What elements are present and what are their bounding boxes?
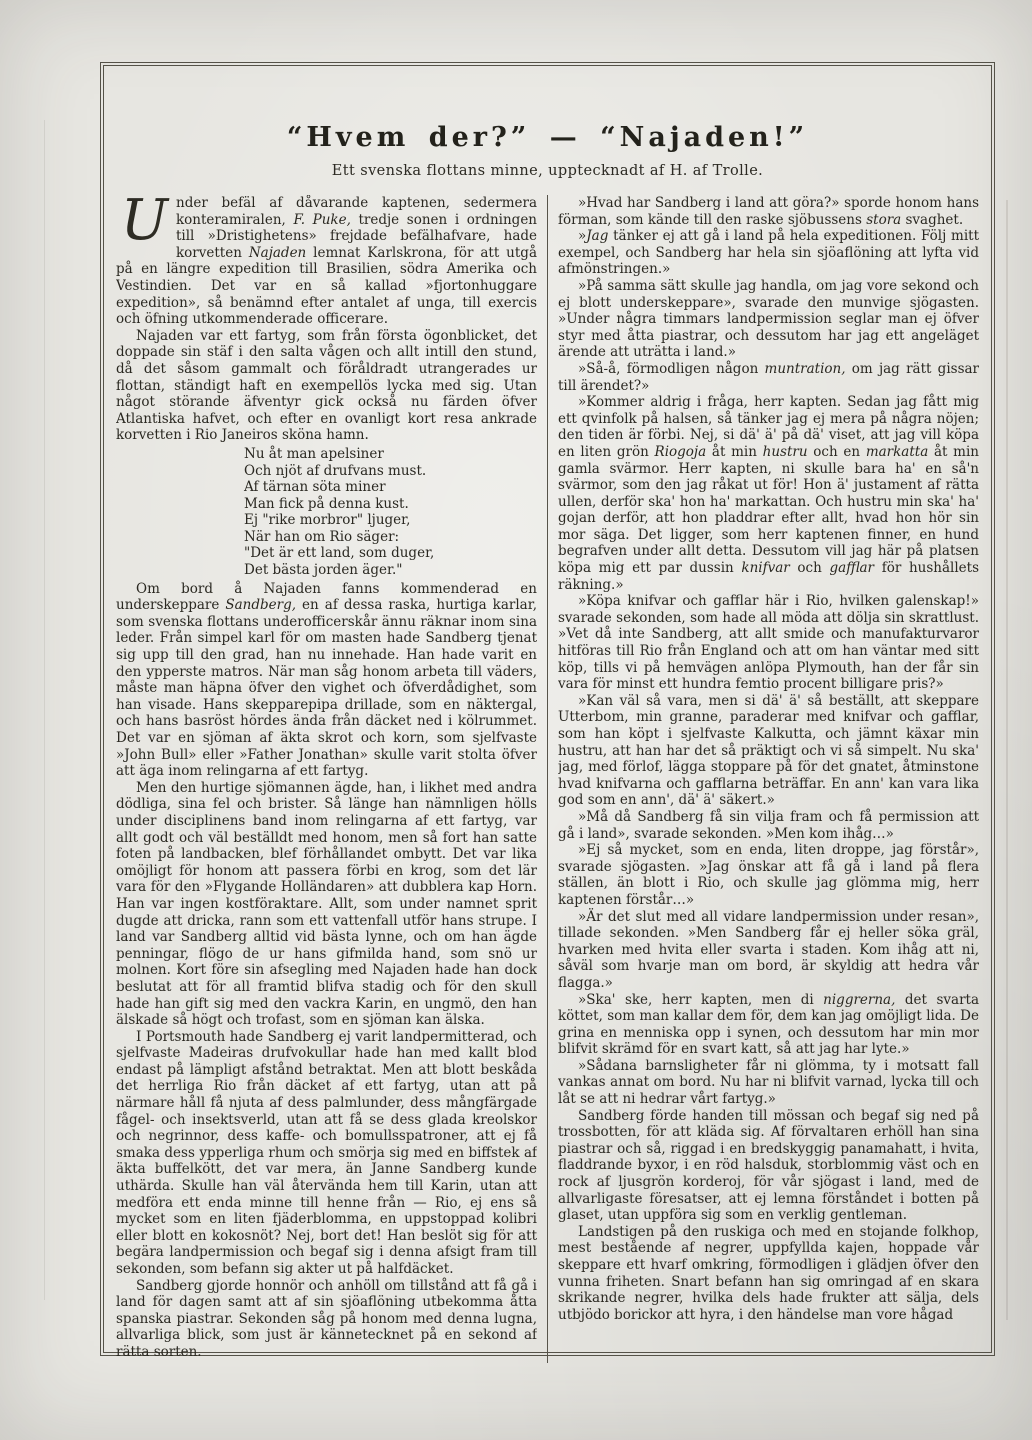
paragraph: U nder befäl af dåvarande kaptenen, sedermera konteramiralen, F. Puke, tredje sonen i ordningen till »Dristighetens» frejdade befälhafvare, hade korvetten Najaden lemnat Karlskrona, för att utgå på en längre expedition till Brasilien, södra Amerika och Vestindien. Det var en så kallad »fjortonhuggare expedition», så benämnd efter antalet af unga, till exercis och öfning utkommenderade officerare.	[116, 195, 537, 328]
text-columns	[116, 195, 979, 1363]
verse-line: Nu åt man apelsiner	[244, 445, 384, 462]
verse-line: Ej "rike morbror" ljuger,	[244, 512, 411, 529]
drop-cap	[116, 195, 168, 253]
verse-line: Det bästa jorden äger."	[244, 562, 403, 579]
page-subtitle: Ett svenska flottans minne, upptecknadt af H. af Trolle.	[331, 163, 764, 179]
paragraph: »Hvad har Sandberg i land att göra?» sporde honom hans förman, som kände till den raske sjöbussens stora svaghet.	[558, 195, 979, 228]
verse-line: När han om Rio säger:	[244, 528, 400, 545]
paragraph: »Må då Sandberg få sin vilja fram och få permission att gå i land», svarade sekonden. »Men kom ihåg…»	[558, 808, 979, 842]
paragraph: Sandberg gjorde honnör och anhöll om tillstånd att få gå i land för dagen samt att af sin sjöaflöning utbekomma åtta spanska piastrar. Sekonden såg på honom med denna lugna, allvarliga blick, som just är kännetecknet på en sekond af rätta sorten.	[116, 1277, 537, 1360]
paragraph: Landstigen på den ruskiga och med en stojande folkhop, mest bestående af negrer, uppfyllda kajen, hoppade vår skeppare ett hvarf omkring, förmodligen i glädjen öfver den vunna friheten. Snart befann han sig omringad af en skara skrikande negrer, hvilka dels hade frukter att sälja, dels utbjödo borickor att hyra, i den händelse man vore hågad	[558, 1223, 979, 1323]
paragraph: »Sådana barnsligheter får ni glömma, ty i motsatt fall vankas annat om bord. Nu har ni blifvit varnad, lycka till och låt se att ni hedrar vårt fartyg.»	[558, 1057, 979, 1108]
paragraph: »Köpa knifvar och gafflar här i Rio, hvilken galenskap!» svarade sekonden, som hade all möda att dölja sin skrattlust. »Vet då inte Sandberg, att allt smide och manufakturvaror hitföras till Rio från England och att om han väntar med sitt köp, tills vi på hemvägen anlöpa Plymouth, han der får sin vara för minst ett hundra femtio procent billigare pris?»	[558, 593, 979, 693]
paragraph: »Ska' ske, herr kapten, men di niggrerna, det svarta köttet, som man kallar dem för, dem kan jag omöjligt lida. De grina en menniska opp i synen, och dessutom har min mor blifvit skrämd för en svart katt, så att jag har lyte.»	[558, 991, 979, 1058]
paragraph: »Är det slut med all vidare landpermission under resan», tillade sekonden. »Men Sandberg får ej heller söka gräl, hvarken med hvita eller svarta i staden. Kom ihåg att ni, såväl som hvarje man om bord, är skyldig att hedra vår flagga.»	[558, 908, 979, 991]
page-header	[116, 122, 979, 179]
decorative-initial: U	[120, 195, 168, 253]
paragraph: Sandberg förde handen till mössan och begaf sig ned på trossbotten, för att kläda sig. Af förvaltaren erhöll han sina piastrar och så, riggad i en bredskyggig panamahatt, i hvita, fladdrande byxor, i en röd halsduk, storblommig väst och en rock af ljusgrön korderoj, för vår sjögast i land, med de allvarligaste föresatser, att ej lemna förståndet i botten på glaset, utan uppföra sig som en verklig gentleman.	[558, 1107, 979, 1224]
paragraph: I Portsmouth hade Sandberg ej varit landpermitterad, och sjelfvaste Madeiras drufvokullar hade han med kallt blod endast på lämpligt afstånd betraktat. Men att blott beskåda det herrliga Rio från däcket af ett fartyg, utan att på närmare håll få njuta af dess palmlunder, dess mångfärgade fågel- och insektsverld, utan att få se dess glada kreolskor och negrinnor, dess kaffe- och bomullsspatroner, att ej få smaka dess ypperliga rhum och smörja sig med en biffstek af äkta buffelkött, det var mera, än Janne Sandberg kunde uthärda. Skulle han väl återvända hem till Karin, utan att medföra ett enda minne till henne från — Rio, ej ens så mycket som en liten fjäderblomma, en uppstoppad kolibri eller blott en kokosnöt? Nej, bort det! Han beslöt sig för att begära landpermission och begaf sig i denna afsigt fram till sekonden, som befann sig akter ut på halfdäcket.	[116, 1028, 537, 1277]
paragraph: Men den hurtige sjömannen ägde, han, i likhet med andra dödliga, sina fel och brister. Så länge han nämnligen hölls under disciplinens band inom relingarna af ett fartyg, var allt godt och väl beställdt med honom, men så fort han satte foten på landbacken, blef förhållandet ombytt. Det var lika omöjligt för honom att passera förbi en krog, som det lär vara för den »Flygande Holländaren» att dubblera kap Horn. Han var ingen kostföraktare. Allt, som under namnet sprit dugde att dricka, rann som ett vattenfall utför hans strupe. I land var Sandberg alltid vid bästa lynne, och om han ägde penningar, flögo de ur hans gifmilda hand, som snö ur molnen. Kort före sin afsegling med Najaden hade han dock beslutat att för all framtid blifva stadig och för den skull hade han gift sig med den vackra Karin, en ungmö, den han älskade så högt och trofast, som en sjöman kan älska.	[116, 779, 537, 1029]
verse-line: "Det är ett land, som duger,	[244, 545, 435, 562]
paragraph: »Så-å, förmodligen någon muntration, om jag rätt gissar till ärendet?»	[558, 360, 979, 394]
column-divider-rule	[547, 195, 548, 1363]
page-border	[100, 62, 995, 1360]
page-title: “Hvem der?” — “Najaden!”	[286, 122, 809, 153]
left-column	[116, 195, 537, 1363]
paragraph: »Ej så mycket, som en enda, liten droppe, jag förstår», svarade sjögasten. »Jag önskar att få gå i land på flera ställen, än blott i Rio, och skulle jag glömma mig, herr kaptenen förstår…»	[558, 842, 979, 908]
verse-line: Och njöt af drufvans must.	[244, 462, 427, 479]
page-border-inner	[103, 65, 992, 1360]
paragraph: »Kan väl så vara, men si dä' ä' så beställt, att skeppare Utterbom, min granne, paraderar med knifvar och gafflar, som han köpt i sjelfvaste Kalkutta, och jämnt käxar min hustru, att han har det så präktigt och vi så simpelt. Nu ska' jag, med förlof, lägga stoppare på för det gnatet, åtminstone hvad knifvarna och gafflarna beträffar. En ann' kan vara lika god som en ann', dä' ä' säkert.»	[558, 692, 979, 809]
verse-line: Af tärnan söta miner	[244, 479, 386, 496]
verse-line: Man fick på denna kust.	[244, 495, 409, 512]
paragraph: »Kommer aldrig i fråga, herr kapten. Sedan jag fått mig ett qvinfolk på halsen, så tänker jag ej mera på några nöjen; den tiden är förbi. Nej, si dä' ä' på dä' viset, att jag vill köpa en liten grön Riogoja åt min hustru och en markatta åt min gamla svärmor. Herr kapten, ni skulle bara ha' en så'n svärmor, som den jag råkat ut för! Hon ä' justament af rätta ullen, derför ska' hon ha' markattan. Och hustru min ska' ha' gojan derför, att hon pladdrar efter allt, hvad hon hör sin mor säga. Det ligger, som herr kaptenen finner, en hund begrafven under allt detta. Dessutom vill jag här på platsen köpa mig ett par dussin knifvar och gafflar för hushållets räkning.»	[558, 394, 979, 593]
paragraph: Najaden var ett fartyg, som från första ögonblicket, det doppade sin stäf i den salta vågen och allt intill den stund, då det såsom gammalt och föråldradt utrangerades ur flottan, ständigt haft en exempellös lycka med sig. Utan något störande äfventyr gick också nu färden öfver Atlantiska hafvet, och efter en ovanligt kort resa ankrade korvetten i Rio Janeiros sköna hamn.	[116, 327, 537, 444]
right-column	[558, 195, 979, 1363]
verse-block	[244, 446, 537, 579]
paragraph: »Jag tänker ej att gå i land på hela expeditionen. Följ mitt exempel, och Sandberg har hela sin sjöaflöning att lyfta vid afmönstringen.»	[558, 228, 979, 278]
paragraph: »På samma sätt skulle jag handla, om jag vore sekond och ej blott underskeppare», svarade den munvige sjögasten. »Under några timmars landpermission seglar man ej öfver styr med åtta piastrar, och dessutom har jag ett angeläget ärende att uträtta i land.»	[558, 277, 979, 361]
paragraph: Om bord å Najaden fanns kommenderad en underskeppare Sandberg, en af dessa raska, hurtiga karlar, som svenska flottans underofficerskår ännu räknar inom sina leder. Från simpel karl för om masten hade Sandberg tjenat sig upp till den grad, han nu innehade. Han hade varit en den ypperste matros. När man såg honom arbeta till väders, måste man häpna öfver den vighet och öfverdådighet, som han visade. Hans skepparepipa drillade, som en näktergal, och hans basröst hördes ända från däcket ned i kölrummet. Det var en sjöman af äkta skrot och korn, som sjelfvaste »John Bull» eller »Father Jonathan» skulle varit stolta öfver att äga inom relingarna af ett fartyg.	[116, 580, 537, 780]
